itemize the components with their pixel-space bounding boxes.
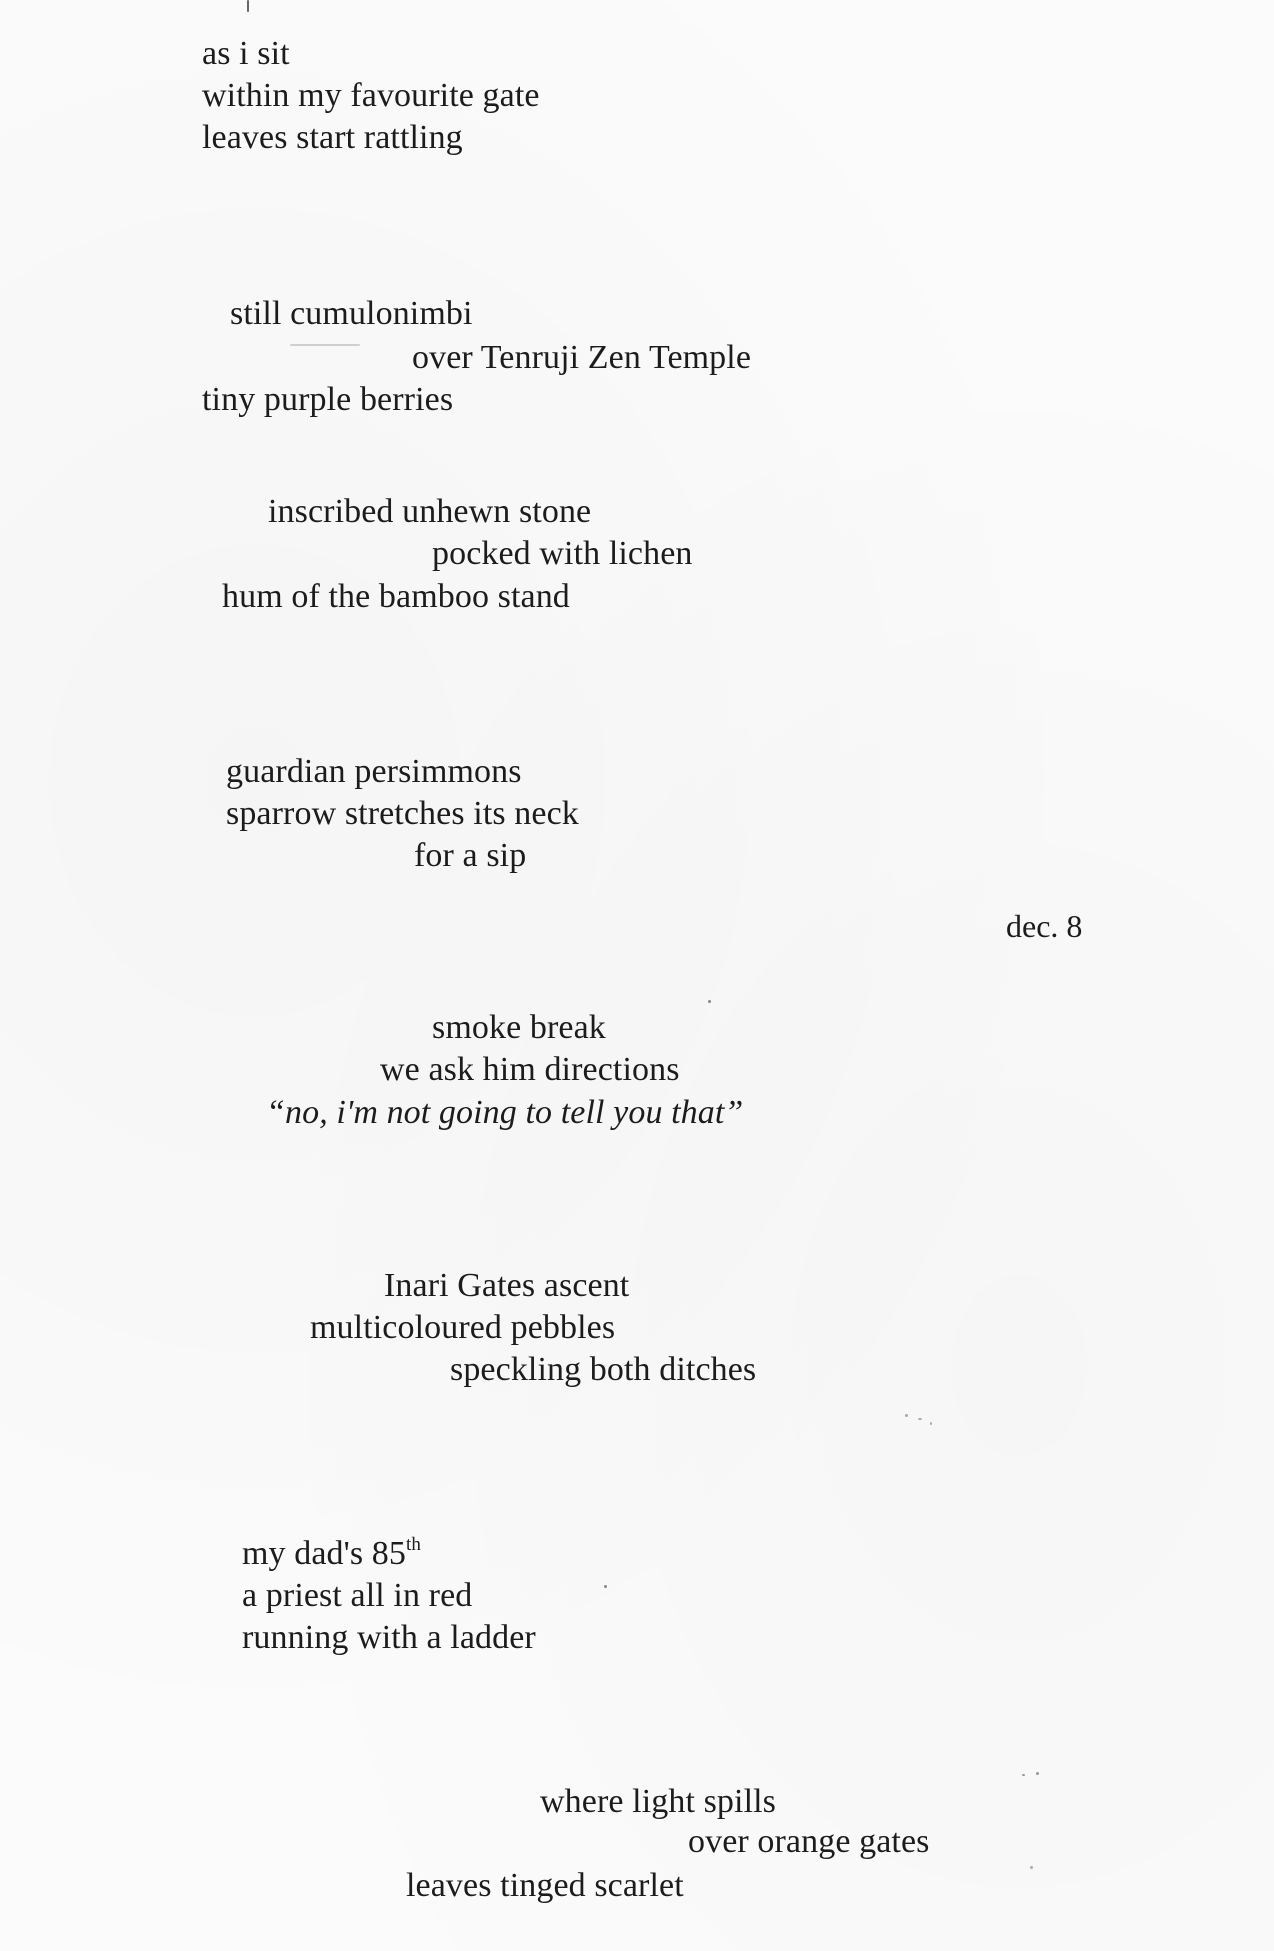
- poem-line: running with a ladder: [242, 1619, 536, 1656]
- poem-line: leaves start rattling: [202, 119, 463, 156]
- poem-line: inscribed unhewn stone: [268, 493, 592, 530]
- poem-line: leaves tinged scarlet: [406, 1867, 684, 1904]
- poem-line: multicoloured pebbles: [310, 1309, 616, 1346]
- scan-speck: [905, 1414, 908, 1417]
- poem-line-text: my dad's 85: [242, 1535, 406, 1572]
- poem-line: for a sip: [414, 837, 527, 874]
- poem-line: tiny purple berries: [202, 381, 454, 418]
- poem-line: within my favourite gate: [202, 77, 540, 114]
- scan-speck: [1030, 1866, 1033, 1869]
- poem-line: speckling both ditches: [450, 1351, 757, 1388]
- scan-speck: [247, 0, 249, 12]
- poem-line: guardian persimmons: [226, 753, 522, 790]
- date-label: dec. 8: [1006, 908, 1083, 944]
- poem-line: a priest all in red: [242, 1577, 473, 1614]
- poem-line: where light spills: [540, 1783, 776, 1820]
- poem-line: we ask him directions: [380, 1051, 680, 1088]
- scan-speck: [604, 1585, 607, 1588]
- scan-speck: [930, 1422, 932, 1425]
- scan-speck: [1022, 1774, 1025, 1776]
- ordinal-superscript: th: [406, 1534, 421, 1555]
- poem-line: as i sit: [202, 35, 290, 72]
- poem-line: hum of the bamboo stand: [222, 578, 570, 615]
- poem-line: over Tenruji Zen Temple: [412, 339, 752, 376]
- poem-line: still cumulonimbi: [230, 295, 473, 332]
- poem-line: [242, 1534, 421, 1579]
- scan-speck: [918, 1418, 922, 1420]
- scan-speck: [708, 1000, 711, 1003]
- poem-line: Inari Gates ascent: [384, 1267, 630, 1304]
- poem-line: sparrow stretches its neck: [226, 795, 579, 832]
- scan-speck: [1036, 1772, 1039, 1775]
- scan-smudge: [290, 344, 360, 346]
- poem-line: smoke break: [432, 1009, 606, 1046]
- poem-line: over orange gates: [688, 1823, 930, 1860]
- poem-line: pocked with lichen: [432, 535, 693, 572]
- poem-line-quote: “no, i'm not going to tell you that”: [266, 1094, 744, 1131]
